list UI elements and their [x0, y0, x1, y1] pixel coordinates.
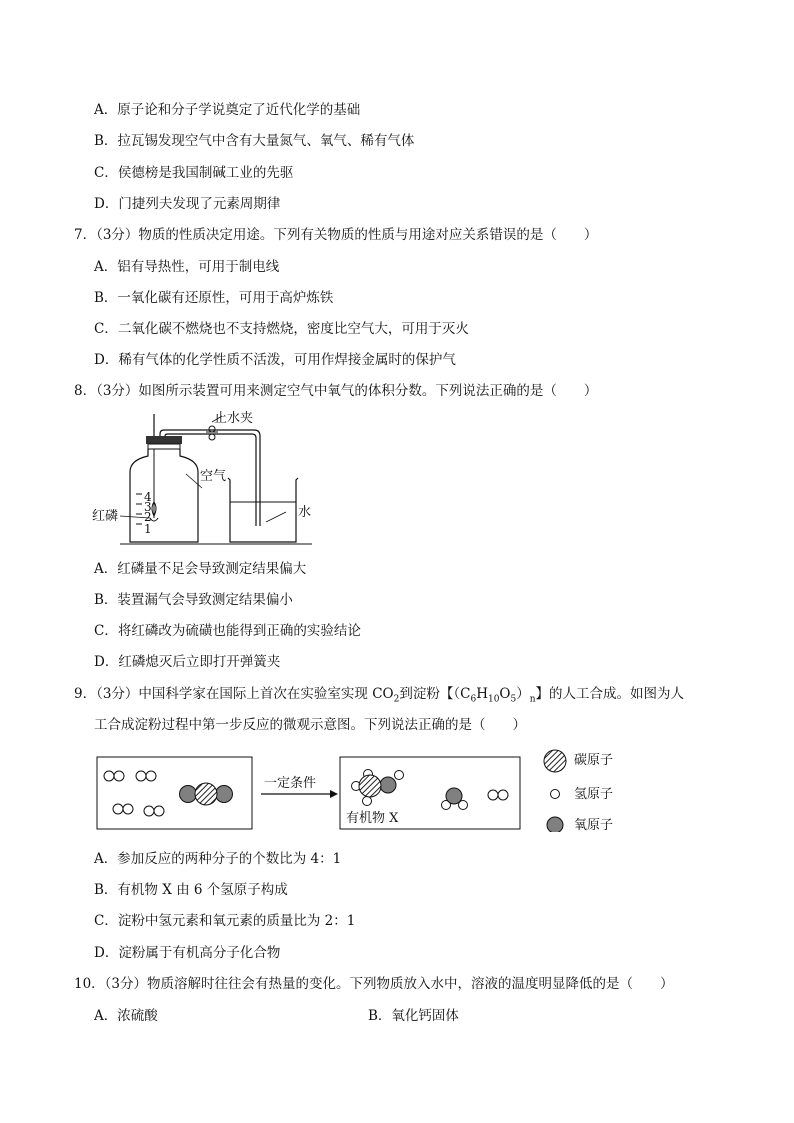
red-phosphorus-label: 红磷 [92, 509, 119, 524]
q9-option-a: A．参加反应的两种分子的个数比为 4：1 [94, 851, 342, 867]
legend-carbon-label: 碳原子 [574, 753, 614, 768]
q9-stem-text: 9．（3分）中国科学家在国际上首次在实验室实现 CO [74, 686, 394, 702]
q9-stem-line1 [74, 685, 684, 709]
q8-option-d: D．红磷熄灭后立即打开弹簧夹 [94, 654, 281, 670]
q9-stem-line2: 工合成淀粉过程中第一步反应的微观示意图。下列说法正确的是（ ） [94, 717, 526, 733]
q6-option-d: D．门捷列夫发现了元素周期律 [94, 196, 281, 212]
q8-option-b: B．装置漏气会导致测定结果偏小 [94, 592, 293, 608]
legend-hydrogen-label: 氢原子 [574, 787, 614, 802]
q8-stem: 8．（3分）如图所示装置可用来测定空气中氧气的体积分数。下列说法正确的是（ ） [74, 383, 598, 399]
q7-option-d: D．稀有气体的化学性质不活泼，可用作焊接金属时的保护气 [94, 352, 456, 368]
organic-x-label: 有机物 X [346, 811, 399, 826]
q9-stem-text: O [499, 686, 511, 702]
q10-option-a: A．浓硫酸 [94, 1008, 158, 1024]
air-label: 空气 [200, 469, 227, 484]
water-label: 水 [298, 505, 312, 520]
q9-sub-6: 6 [470, 694, 477, 705]
q9-stem-text: ） [516, 686, 530, 702]
q10-option-b: B．氧化钙固体 [368, 1008, 459, 1024]
q7-option-c: C．二氧化碳不燃烧也不支持燃烧，密度比空气大，可用于灭火 [94, 321, 469, 337]
q8-option-c: C．将红磷改为硫磺也能得到正确的实验结论 [94, 623, 361, 639]
scale-4: 4 [144, 490, 152, 504]
clamp-label: 止水夹 [214, 411, 254, 426]
q9-option-b: B．有机物 X 由 6 个氢原子构成 [94, 882, 288, 898]
q9-sub-2: 2 [393, 694, 400, 705]
q6-option-b: B．拉瓦锡发现空气中含有大量氮气、氧气、稀有气体 [94, 133, 415, 149]
q9-sub-n: n [529, 694, 536, 705]
scale-1: 1 [144, 522, 152, 536]
q9-reaction-figure [96, 748, 656, 832]
q9-stem-text: 到淀粉【（C [399, 686, 471, 702]
q9-stem-text: H [476, 686, 488, 702]
q6-option-a: A．原子论和分子学说奠定了近代化学的基础 [94, 102, 361, 118]
q9-option-c: C．淀粉中氢元素和氧元素的质量比为 2：1 [94, 913, 356, 929]
q6-option-c: C．侯德榜是我国制碱工业的先驱 [94, 165, 294, 181]
q10-stem: 10．（3分）物质溶解时往往会有热量的变化。下列物质放入水中，溶液的温度明显降低的是（ ） [74, 976, 674, 992]
scale-2: 2 [144, 510, 152, 524]
q9-option-d: D．淀粉属于有机高分子化合物 [94, 945, 281, 961]
q7-option-a: A．铝有导热性，可用于制电线 [94, 259, 280, 275]
q7-stem: 7．（3分）物质的性质决定用途。下列有关物质的性质与用途对应关系错误的是（ ） [74, 227, 598, 243]
legend-oxygen-label: 氧原子 [574, 818, 614, 833]
q9-sub-5: 5 [510, 694, 517, 705]
scale-3: 3 [144, 500, 152, 514]
reaction-condition-label: 一定条件 [264, 776, 317, 791]
q7-option-b: B．一氧化碳有还原性，可用于高炉炼铁 [94, 290, 334, 306]
q8-option-a: A．红磷量不足会导致测定结果偏大 [94, 561, 307, 577]
q9-stem-text: 】的人工合成。如图为人 [535, 686, 685, 702]
q8-apparatus-figure [90, 408, 330, 550]
q9-sub-10: 10 [487, 694, 500, 705]
